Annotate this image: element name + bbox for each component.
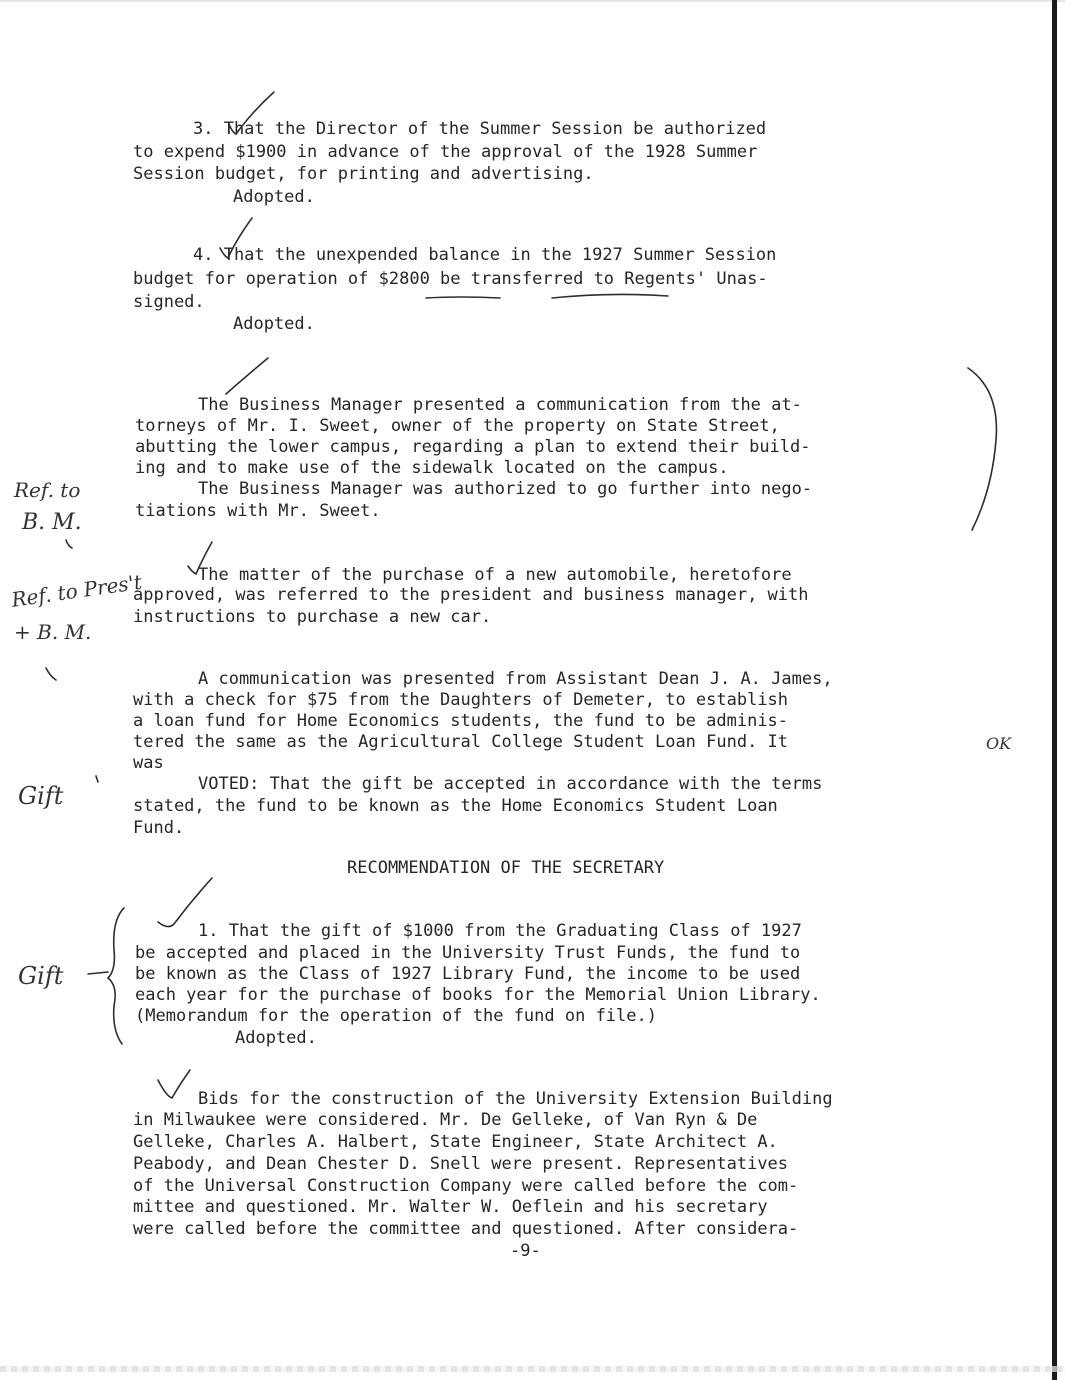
text-line: in Milwaukee were considered. Mr. De Gelleke, of Van Ryn & De (133, 1110, 758, 1130)
underline-mark (552, 294, 668, 298)
check-mark-icon (188, 542, 212, 574)
check-mark-icon (158, 1070, 190, 1098)
text-line: Gelleke, Charles A. Halbert, State Engineer, State Architect A. (133, 1132, 778, 1152)
text-line: were called before the committee and questioned. After considera- (133, 1219, 799, 1239)
text-line: of the Universal Construction Company were called before the com- (133, 1176, 799, 1196)
text-line: stated, the fund to be known as the Home Economics Student Loan (133, 796, 778, 816)
section-heading: RECOMMENDATION OF THE SECRETARY (347, 858, 665, 878)
text-line: ing and to make use of the sidewalk located on the campus. (135, 458, 729, 478)
text-line: A communication was presented from Assistant Dean J. A. James, (198, 669, 833, 689)
text-line: The matter of the purchase of a new automobile, heretofore (198, 565, 792, 585)
text-line: instructions to purchase a new car. (133, 607, 492, 627)
text-line: signed. (133, 292, 205, 312)
check-mark-icon (220, 218, 252, 258)
check-mark-icon (226, 358, 268, 394)
text-line: to expend $1900 in advance of the approval of the 1928 Summer (133, 142, 758, 162)
checkmark-tick-icon (96, 776, 98, 782)
brace-icon (108, 908, 124, 1044)
bracket-icon (968, 368, 996, 530)
text-line: The Business Manager presented a communication from the at- (198, 395, 802, 415)
text-line: torneys of Mr. I. Sweet, owner of the property on State Street, (135, 416, 780, 436)
text-line: mittee and questioned. Mr. Walter W. Oeflein and his secretary (133, 1197, 768, 1217)
text-line: each year for the purchase of books for the Memorial Union Library. (135, 985, 821, 1005)
underline-mark (426, 297, 500, 298)
text-line: was (133, 753, 164, 773)
text-line: tiations with Mr. Sweet. (135, 501, 381, 521)
text-line: Session budget, for printing and advertising. (133, 164, 594, 184)
check-mark-icon (158, 878, 212, 927)
margin-note-ok: OK (986, 734, 1012, 753)
checkmark-tick-icon (66, 540, 72, 548)
text-line: Fund. (133, 818, 185, 838)
check-mark-icon (229, 92, 274, 134)
page-number: -9- (510, 1241, 541, 1261)
text-line: approved, was referred to the president and business manager, with (133, 585, 809, 605)
text-line: with a check for $75 from the Daughters of Demeter, to establish (133, 690, 789, 710)
checkmark-tick-icon (46, 668, 56, 680)
margin-note-gift: Gift (18, 962, 64, 990)
text-line: be known as the Class of 1927 Library Fund, the income to be used (135, 964, 801, 984)
text-line: Peabody, and Dean Chester D. Snell were present. Representatives (133, 1154, 789, 1174)
text-line: 3. That the Director of the Summer Session be authorized (193, 119, 767, 139)
text-line: be accepted and placed in the University Trust Funds, the fund to (135, 943, 801, 963)
margin-note-ref-bm-line2: B. M. (22, 510, 82, 535)
text-line: budget for operation of $2800 be transferred to Regents' Unas- (133, 269, 768, 289)
text-line: VOTED: That the gift be accepted in accordance with the terms (198, 774, 823, 794)
text-line: Bids for the construction of the University Extension Building (198, 1089, 833, 1109)
text-line: abutting the lower campus, regarding a plan to extend their build- (135, 437, 811, 457)
text-line: The Business Manager was authorized to go further into nego- (198, 479, 813, 499)
adopted-label: Adopted. (233, 314, 315, 334)
margin-note-ref-pres-line2: + B. M. (14, 620, 92, 644)
margin-note-ref-bm-line1: Ref. to (14, 478, 81, 502)
text-line: 1. That the gift of $1000 from the Graduating Class of 1927 (198, 921, 802, 941)
adopted-label: Adopted. (233, 187, 315, 207)
margin-note-ref-pres-line1: Ref. to Pres't (10, 569, 144, 612)
text-line: (Memorandum for the operation of the fund on file.) (135, 1006, 657, 1026)
adopted-label: Adopted. (235, 1028, 317, 1048)
text-line: a loan fund for Home Economics students, the fund to be adminis- (133, 711, 789, 731)
margin-note-gift: Gift (18, 782, 64, 810)
dash-mark (88, 972, 108, 974)
text-line: 4. That the unexpended balance in the 1927 Summer Session (193, 245, 777, 265)
text-line: tered the same as the Agricultural College Student Loan Fund. It (133, 732, 789, 752)
